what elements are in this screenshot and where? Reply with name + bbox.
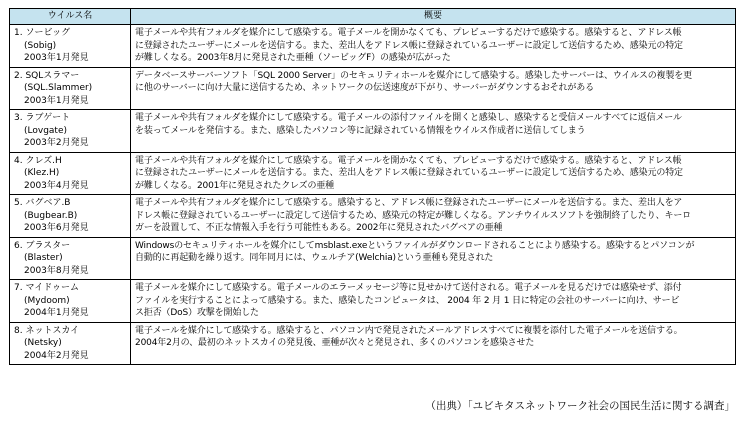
virus-name-cell [10,110,131,153]
virus-name-cell [10,195,131,238]
virus-alias: (Sobig) [24,40,57,51]
summary-line: が難しくなる。2003年8月に発見された亜種（ソービッグF）の感染が広がった [135,53,451,63]
discovery-date: 2003年2月発見 [24,138,89,148]
summary-line: ガーを設置して、不正な情報入手を行う可能性もある。2002年に発見されたバグベアの亜種 [135,223,503,233]
summary-line: 電子メールを媒介にして感染する。感染すると、パソコン内で発見されたメールアドレスすべてに複製を添付した電子メールを送信する。 [135,325,683,336]
summary-line: 電子メールや共有フォルダを媒介にして感染する。感染すると、アドレス帳に登録されたユーザーにメールを送信する。また、差出人をア [135,198,683,208]
summary-line: 電子メールや共有フォルダを媒介にして感染する。電子メールを開かなくても、プレビューするだけで感染する。感染すると、アドレス帳 [135,28,682,38]
table-row [10,152,736,195]
virus-name-cell [10,67,131,110]
virus-table [9,8,736,365]
summary-line: 電子メールや共有フォルダを媒介にして感染する。電子メールの添付ファイルを開くと感染し、感染すると受信メールすべてに返信メール [135,113,682,123]
summary-line: 電子メールや共有フォルダを媒介にして感染する。電子メールを開かなくても、プレビューするだけで感染する。感染すると、アドレス帳 [135,155,682,166]
virus-name-cell [10,152,131,195]
virus-alias: (Klez.H) [24,168,60,178]
virus-name-cell [10,237,131,280]
summary-line: ドレス帳に登録されているユーザーに設定して送信するため、感染元の特定が難しくなる。アンチウイルスソフトを強制終了したり、キーロ [135,210,692,221]
virus-name-cell [10,280,131,323]
discovery-date: 2003年1月発見 [24,95,89,106]
discovery-date: 2003年6月発見 [24,223,89,233]
virus-alias: (Mydoom) [24,295,70,306]
summary-line: ス拒否（DoS）攻撃を開始した [135,308,259,318]
virus-alias: (Netsky) [24,338,62,348]
summary-line: が難しくなる。2001年に発見されたクレズの亜種 [135,180,335,191]
table-header-row [10,9,736,25]
column-header-virus-name: ウイルス名 [10,9,131,25]
virus-alias: (Lovgate) [24,125,68,136]
discovery-date: 2003年4月発見 [24,180,89,191]
virus-summary-cell [131,25,736,68]
discovery-date: 2003年8月発見 [24,265,89,276]
virus-summary-cell [131,280,736,323]
virus-summary-cell [131,237,736,280]
summary-line: ファイルを実行することによって感染する。また、感染したコンピュータは、 2004 年 2 月 1 日に特定の会社のサーバーに向け、サービ [135,295,680,306]
virus-summary-cell [131,195,736,238]
virus-name: 6. ブラスター [14,240,71,251]
column-header-summary: 概要 [131,9,736,25]
table-row [10,280,736,323]
summary-line: に他のサーバーに向け大量に送信するため、ネットワークの伝送速度が下がり、サーバーがダウンするおそれがある [135,83,594,93]
virus-name-cell [10,25,131,68]
summary-line: 電子メールを媒介にして感染する。電子メールのエラーメッセージ等に見せかけて送付される。電子メールを見るだけでは感染せず、添付 [135,283,682,293]
table-row [10,67,736,110]
discovery-date: 2004年2月発見 [24,350,89,361]
summary-line: Windowsのセキュリティホールを媒介にしてmsblast.exeというファイルがダウンロードされることにより感染する。感染するとパソコンが [135,240,695,251]
table-row [10,195,736,238]
table-row [10,25,736,68]
virus-name-cell [10,322,131,365]
virus-alias: (Bugbear.B) [24,210,78,221]
summary-line: を装ってメールを発信する。また、感染したパソコン等に記録されている情報をウイルス作成者に送信してしまう [135,125,586,136]
virus-summary-cell [131,110,736,153]
discovery-date: 2004年1月発見 [24,308,89,318]
table-row [10,110,736,153]
virus-summary-cell [131,67,736,110]
virus-name: 8. ネットスカイ [14,325,80,336]
table-row [10,322,736,365]
virus-name: 2. SQLスラマー [14,70,80,81]
virus-name: 3. ラブゲート [14,113,71,123]
summary-line: に登録されたユーザーにメールを送信する。また、差出人をアドレス帳に登録されているユーザーに設定して送信するため、感染元の特定 [135,168,683,178]
virus-name: 5. バグベア.B [14,198,71,208]
summary-line: データベースサーバーソフト「SQL 2000 Server」のセキュリティホールを媒介にして感染する。感染したサーバーは、ウイルスの複製を更 [135,70,692,81]
summary-line: 2004年2月の、最初のネットスカイの発見後、亜種が次々と発見され、多くのパソコンを感染させた [135,338,535,348]
virus-name: 7. マイドゥーム [14,283,80,293]
virus-name: 4. クレズ.H [14,155,62,166]
virus-summary-cell [131,322,736,365]
table-row [10,237,736,280]
source-note: （出典）「ユビキタスネットワーク社会の国民生活に関する調査」 [425,400,735,412]
virus-alias: (Blaster) [24,253,63,263]
virus-alias: (SQL.Slammer) [24,83,93,93]
summary-line: に登録されたユーザーにメールを送信する。また、差出人をアドレス帳に登録されているユーザーに設定して送信するため、感染元の特定 [135,40,683,51]
virus-summary-cell [131,152,736,195]
virus-name: 1. ソービッグ [14,28,71,38]
summary-line: 自動的に再起動を繰り返す。同年同月には、ウェルチア(Welchia)という亜種も発見された [135,253,494,263]
discovery-date: 2003年1月発見 [24,53,89,63]
